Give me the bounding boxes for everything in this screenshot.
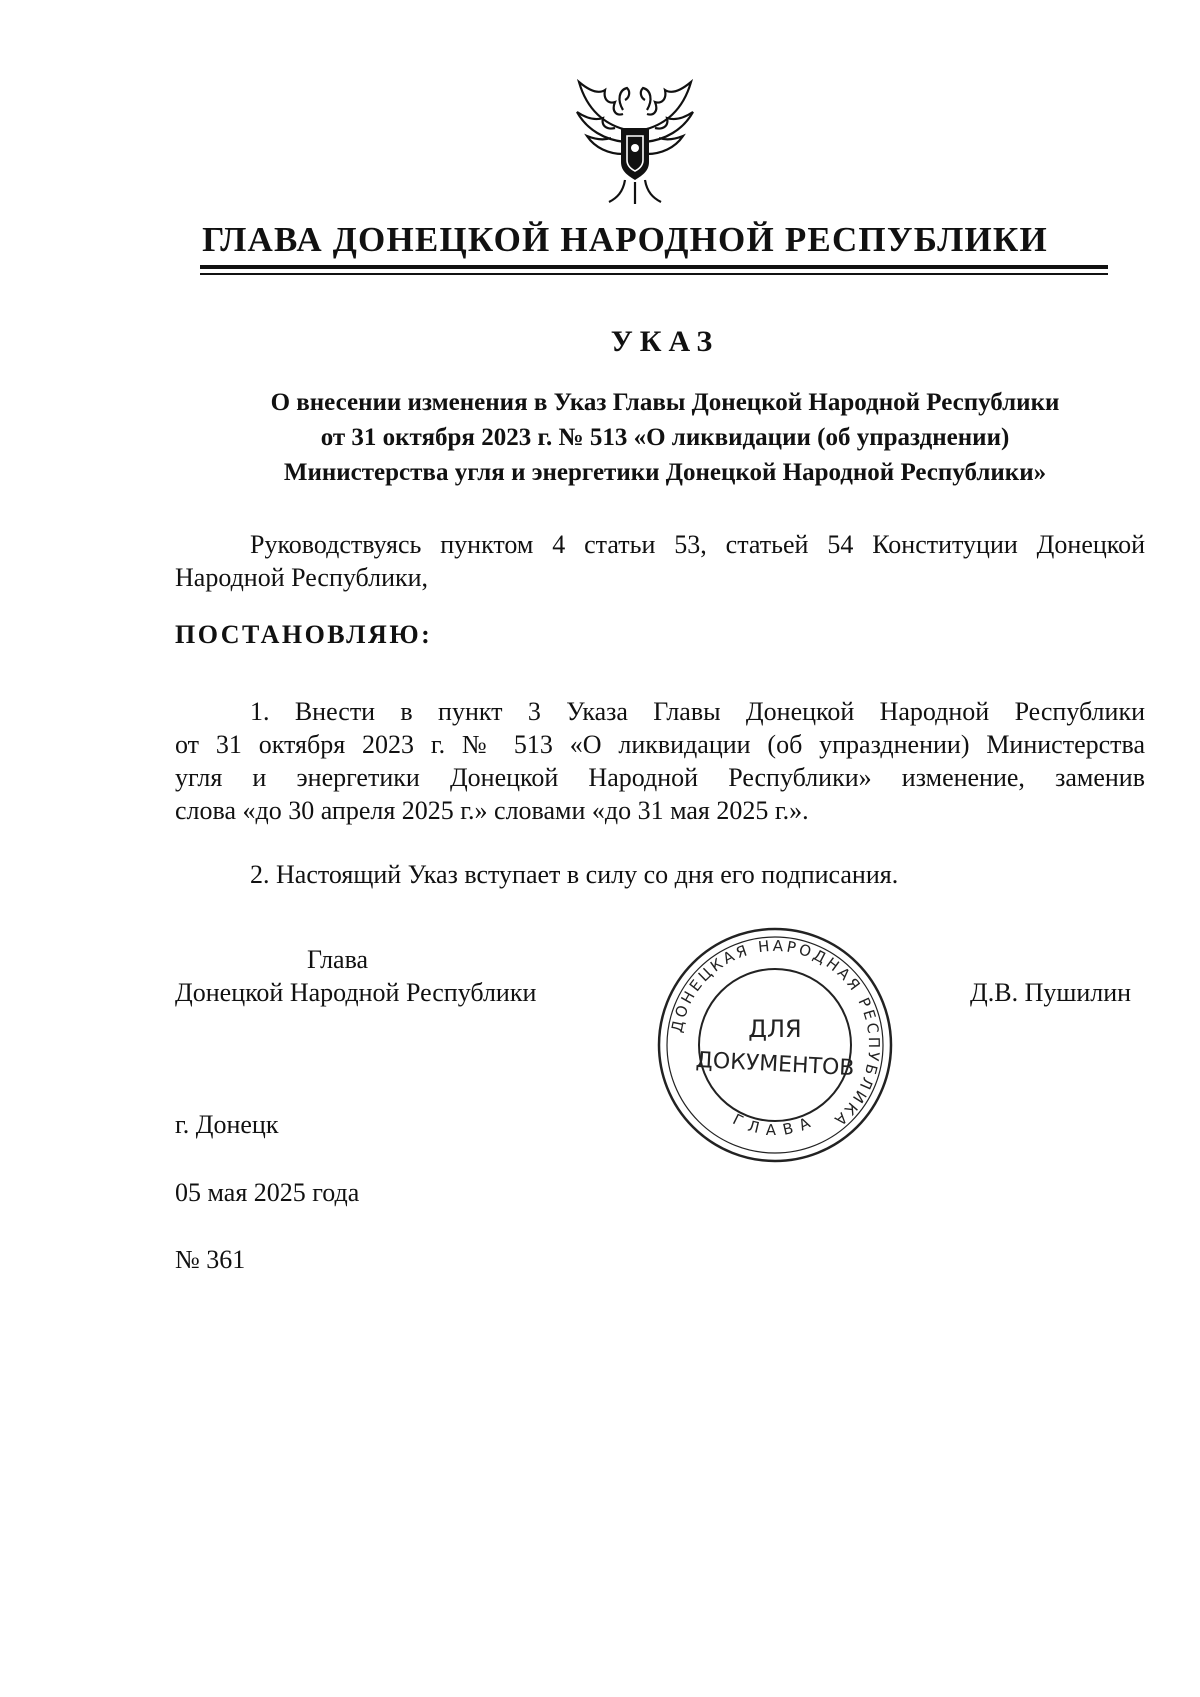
item-2-line: 2. Настоящий Указ вступает в силу со дня его подписания. [250,860,899,889]
signing-city: г. Донецк [175,1110,279,1139]
official-seal [655,925,895,1165]
item-2 [175,858,1145,891]
subject-line: от 31 октября 2023 г. № 513 «О ликвидации (об упразднении) [320,424,1010,451]
item-1-line: 1. Внести в пункт 3 Указа Главы Донецкой Народной Республики [250,697,1145,726]
signatory-position: Донецкой Народной Республики [175,978,537,1007]
seal-ring-text: ДОНЕЦКАЯ НАРОДНАЯ РЕСПУБЛИКА [667,936,884,1131]
subject-line: О внесении изменения в Указ Главы Донецкой Народной Республики [270,389,1060,416]
item-1-line: от 31 октября 2023 г. № 513 «О ликвидации (об упразднении) Министерства [175,730,1145,759]
seal-center-line: ДОКУМЕНТОВ [695,1047,855,1082]
item-1-line: угля и энергетики Донецкой Народной Республики» изменение, заменив [175,763,1145,792]
seal-bottom-text: ГЛАВА [729,1110,821,1140]
preamble-line: Народной Республики, [175,563,429,592]
document-number: № 361 [175,1245,246,1274]
item-1 [175,695,1145,827]
signatory-position: Глава [307,945,369,974]
header-rule-thin [200,273,1108,275]
document-subject [200,385,1130,490]
preamble [175,528,1145,594]
svg-text:ГЛАВА [730,1110,820,1139]
document-type: УКАЗ [610,325,720,358]
coat-of-arms-emblem [565,70,705,210]
decree-word: ПОСТАНОВЛЯЮ: [175,620,433,649]
header-rule-thick [200,265,1108,269]
item-1-line: слова «до 30 апреля 2025 г.» словами «до 31 мая 2025 г.». [175,796,809,825]
signing-date: 05 мая 2025 года [175,1178,360,1207]
signatory-name: Д.В. Пушилин [970,978,1132,1007]
preamble-line: Руководствуясь пунктом 4 статьи 53, статьей 54 Конституции Донецкой [250,530,1145,559]
subject-line: Министерства угля и энергетики Донецкой Народной Республики» [283,459,1047,486]
issuer-title: ГЛАВА ДОНЕЦКОЙ НАРОДНОЙ РЕСПУБЛИКИ [202,220,1048,259]
seal-center-line: ДЛЯ [748,1015,802,1043]
